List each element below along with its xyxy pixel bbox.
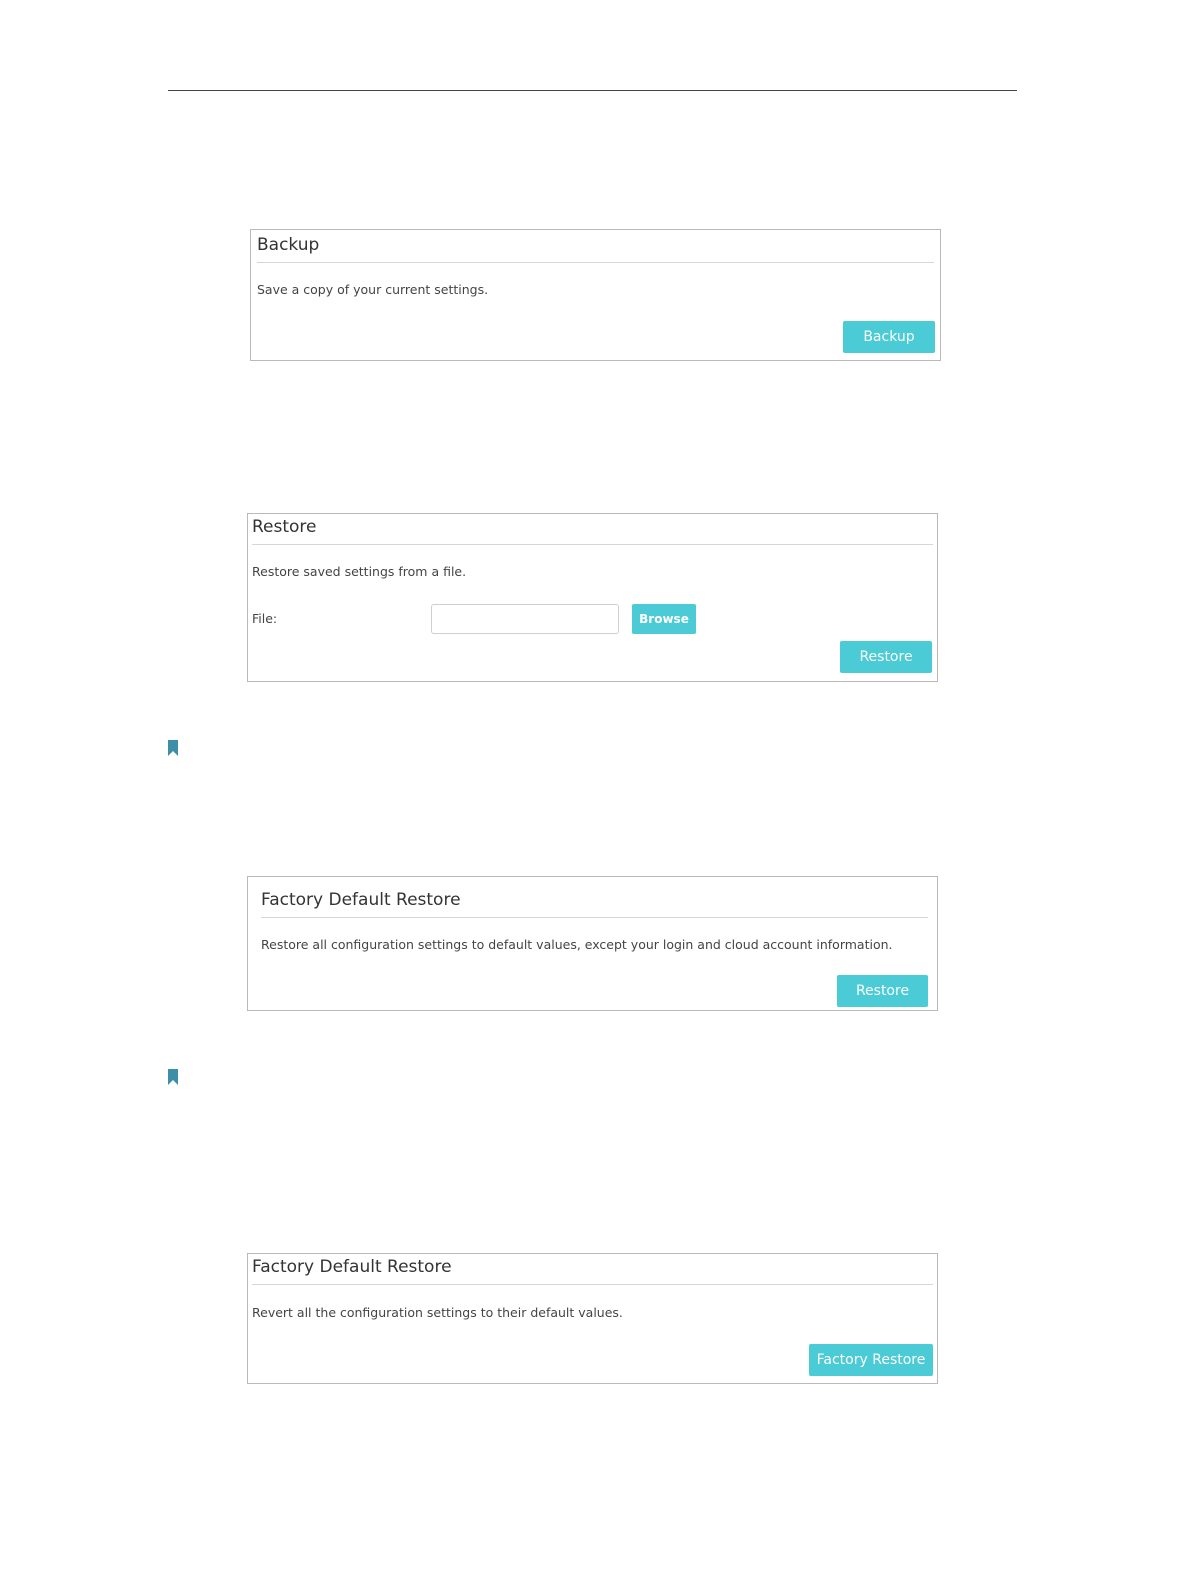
factory-default-panel-alt [247, 1253, 938, 1384]
restore-panel-description: Restore saved settings from a file. [252, 564, 467, 579]
factory-default-panel [247, 876, 938, 1011]
restore-panel-divider [252, 544, 933, 545]
factory-default-panel-alt-description: Revert all the configuration settings to their default values. [252, 1305, 623, 1320]
factory-default-panel-divider [261, 917, 928, 918]
page-header-rule [168, 90, 1017, 91]
file-label: File: [252, 611, 278, 626]
browse-button[interactable]: Browse [632, 604, 696, 634]
restore-button[interactable]: Restore [840, 641, 932, 673]
bookmark-icon [168, 1069, 178, 1085]
factory-restore-button[interactable]: Restore [837, 975, 928, 1007]
factory-restore-button[interactable]: Factory Restore [809, 1344, 933, 1376]
backup-button[interactable]: Backup [843, 321, 935, 353]
restore-panel [247, 513, 938, 682]
file-path-input[interactable] [431, 604, 619, 634]
restore-panel-title: Restore [252, 517, 317, 537]
factory-default-panel-alt-title: Factory Default Restore [252, 1257, 452, 1277]
bookmark-icon [168, 740, 178, 756]
factory-default-panel-alt-divider [252, 1284, 933, 1285]
backup-panel-title: Backup [257, 235, 320, 255]
backup-panel-divider [257, 262, 934, 263]
factory-default-panel-description: Restore all configuration settings to default values, except your login and cloud account information. [261, 937, 893, 952]
backup-panel [250, 229, 941, 361]
backup-panel-description: Save a copy of your current settings. [257, 282, 489, 297]
factory-default-panel-title: Factory Default Restore [261, 890, 461, 910]
